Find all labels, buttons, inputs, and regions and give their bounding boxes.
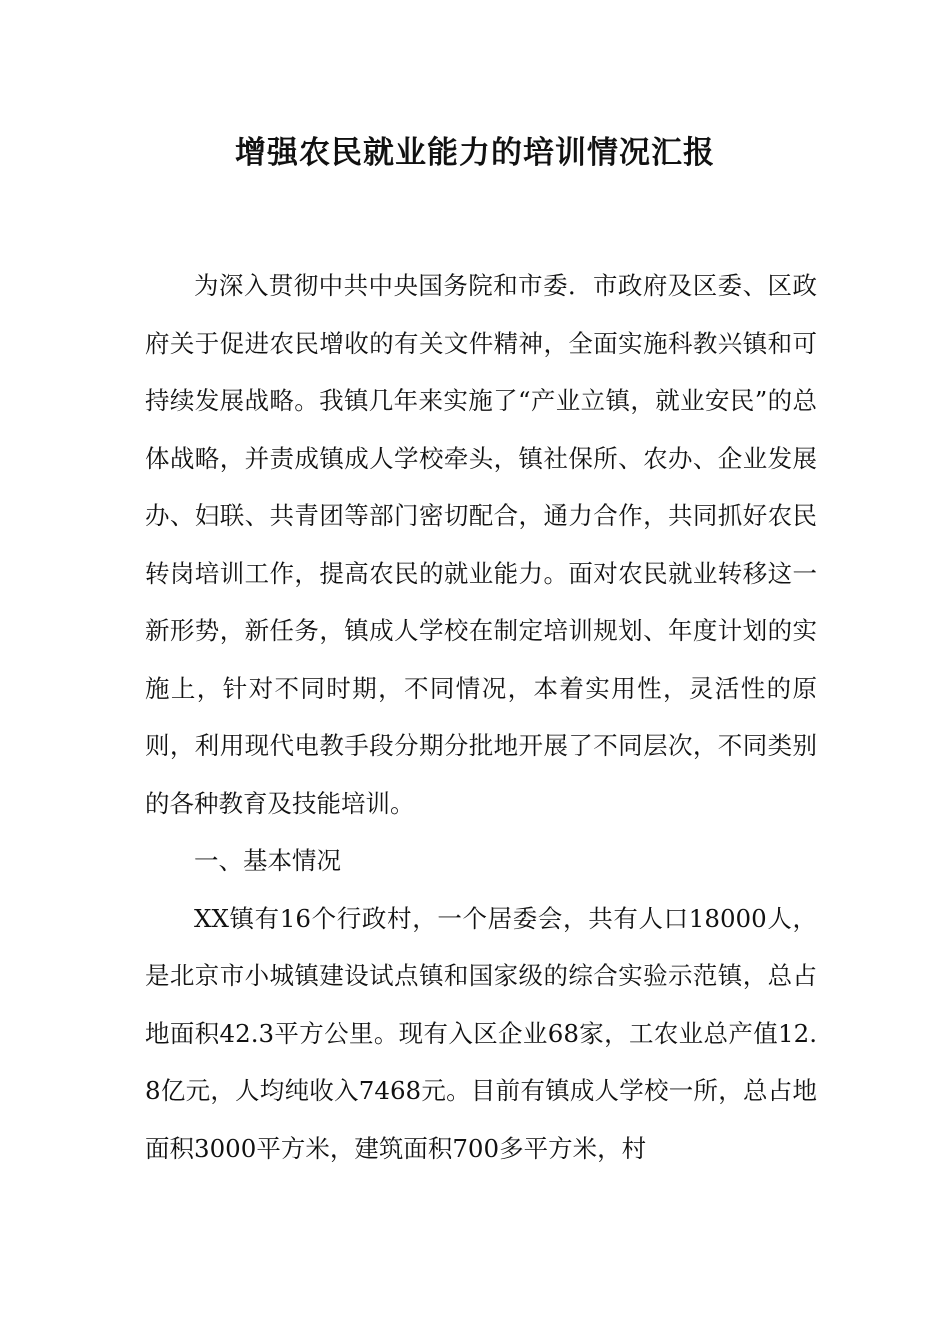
- paragraph-basic-situation: XX镇有16个行政村，一个居委会，共有人口18000人，是北京市小城镇建设试点镇和国家级的综合实验示范镇，总占地面积42.3平方公里。现有入区企业68家，工农业总产值12.8亿元，人均纯收入7468元。目前有镇成人学校一所，总占地面积3000平方米，建筑面积700多平方米，村: [145, 903, 817, 1163]
- document-body: [145, 257, 817, 1177]
- section-heading-basic-situation: 一、基本情况: [194, 846, 341, 875]
- paragraph-intro: 为深入贯彻中共中央国务院和市委．市政府及区委、区政府关于促进农民增收的有关文件精神，全面实施科教兴镇和可持续发展战略。我镇几年来实施了“产业立镇，就业安民”的总体战略，并责成镇成人学校牵头，镇社保所、农办、企业发展办、妇联、共青团等部门密切配合，通力合作，共同抓好农民转岗培训工作，提高农民的就业能力。面对农民就业转移这一新形势，新任务，镇成人学校在制定培训规划、年度计划的实施上，针对不同时期，不同情况，本着实用性，灵活性的原则，利用现代电教手段分期分批地开展了不同层次，不同类别的各种教育及技能培训。: [145, 271, 817, 818]
- document-title: 增强农民就业能力的培训情况汇报: [235, 135, 715, 171]
